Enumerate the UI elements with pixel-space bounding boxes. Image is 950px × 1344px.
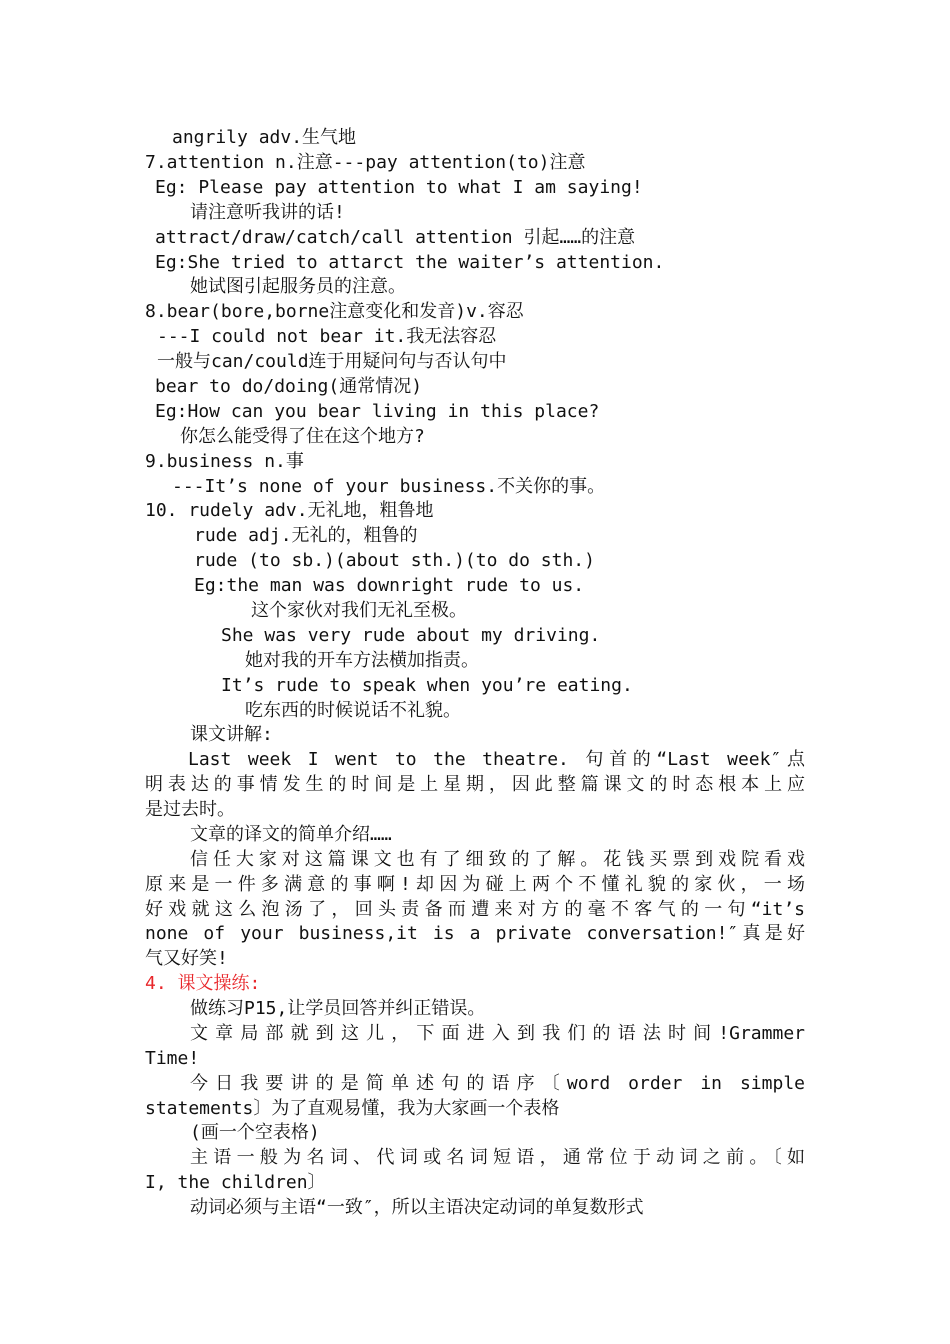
paragraph-line: I, the children〕 bbox=[145, 1172, 326, 1193]
phrase-attract-attention: attract/draw/catch/call attention 引起……的注意 bbox=[155, 227, 636, 248]
paragraph-line: 动词必须与主语“一致″，所以主语决定动词的单复数形式 bbox=[190, 1197, 644, 1218]
example-translation: 请注意听我讲的话! bbox=[190, 202, 345, 223]
paragraph-line: 文章的译文的简单介绍…… bbox=[190, 824, 392, 845]
example-sentence: Eg:How can you bear living in this place? bbox=[155, 401, 600, 422]
example-translation: 这个家伙对我们无礼至极。 bbox=[251, 600, 467, 621]
example-translation: 你怎么能受得了住在这个地方? bbox=[180, 426, 425, 447]
paragraph-line: 文章局部就到这儿，下面进入到我们的语法时间!Grammer bbox=[190, 1023, 805, 1044]
paragraph-line: 明表达的事情发生的时间是上星期，因此整篇课文的时态根本上应 bbox=[145, 774, 805, 795]
paragraph-line: (画一个空表格) bbox=[190, 1122, 320, 1143]
usage-note: bear to do/doing(通常情况) bbox=[155, 376, 423, 397]
vocab-rudely-heading: 10. rudely adv.无礼地，粗鲁地 bbox=[145, 500, 434, 521]
paragraph-line: statements〕为了直观易懂，我为大家画一个表格 bbox=[145, 1098, 560, 1119]
example-translation: 吃东西的时候说话不礼貌。 bbox=[245, 700, 461, 721]
paragraph-line: none of your business,it is a private conversation!″真是好 bbox=[145, 923, 805, 944]
paragraph-line: 主语一般为名词、代词或名词短语，通常位于动词之前。〔如 bbox=[190, 1147, 805, 1168]
usage-note: rude (to sb.)(about sth.)(to do sth.) bbox=[194, 550, 595, 571]
paragraph-line: 信任大家对这篇课文也有了细致的了解。花钱买票到戏院看戏 bbox=[190, 849, 805, 870]
paragraph-line: 好戏就这么泡汤了，回头责备而遭来对方的毫不客气的一句“it’s bbox=[145, 899, 805, 920]
example-sentence: Eg:She tried to attarct the waiter’s attention. bbox=[155, 252, 665, 273]
example-translation: 她试图引起服务员的注意。 bbox=[190, 276, 406, 297]
paragraph-line: Last week I went to the theatre. 句首的“Last week″点 bbox=[188, 749, 805, 770]
paragraph-line: 今日我要讲的是简单述句的语序〔word order in simple bbox=[190, 1073, 805, 1094]
example-sentence: Eg: Please pay attention to what I am saying! bbox=[155, 177, 643, 198]
section-heading-practice: 4. 课文操练: bbox=[145, 973, 261, 994]
paragraph-line: 做练习P15,让学员回答并纠正错误。 bbox=[190, 998, 486, 1019]
example-sentence: ---I could not bear it.我无法容忍 bbox=[157, 326, 497, 347]
example-sentence: She was very rude about my driving. bbox=[221, 625, 601, 646]
vocab-bear-heading: 8.bear(bore,borne注意变化和发音)v.容忍 bbox=[145, 301, 524, 322]
vocab-angrily: angrily adv.生气地 bbox=[172, 127, 357, 148]
example-sentence: It’s rude to speak when you’re eating. bbox=[221, 675, 633, 696]
example-translation: 她对我的开车方法横加指责。 bbox=[245, 650, 479, 671]
vocab-attention-heading: 7.attention n.注意---pay attention(to)注意 bbox=[145, 152, 586, 173]
paragraph-line: Time! bbox=[145, 1048, 200, 1069]
vocab-business-heading: 9.business n.事 bbox=[145, 451, 304, 472]
example-sentence: ---It’s none of your business.不关你的事。 bbox=[172, 476, 606, 497]
paragraph-line: 原来是一件多满意的事啊!却因为碰上两个不懂礼貌的家伙，一场 bbox=[145, 874, 805, 895]
vocab-rude: rude adj.无礼的，粗鲁的 bbox=[194, 525, 418, 546]
paragraph-line: 是过去时。 bbox=[145, 799, 235, 820]
section-heading-text-explanation: 课文讲解: bbox=[190, 724, 273, 745]
usage-note: 一般与can/could连于用疑问句与否认句中 bbox=[157, 351, 507, 372]
example-sentence: Eg:the man was downright rude to us. bbox=[194, 575, 585, 596]
paragraph-line: 气又好笑! bbox=[145, 948, 228, 969]
